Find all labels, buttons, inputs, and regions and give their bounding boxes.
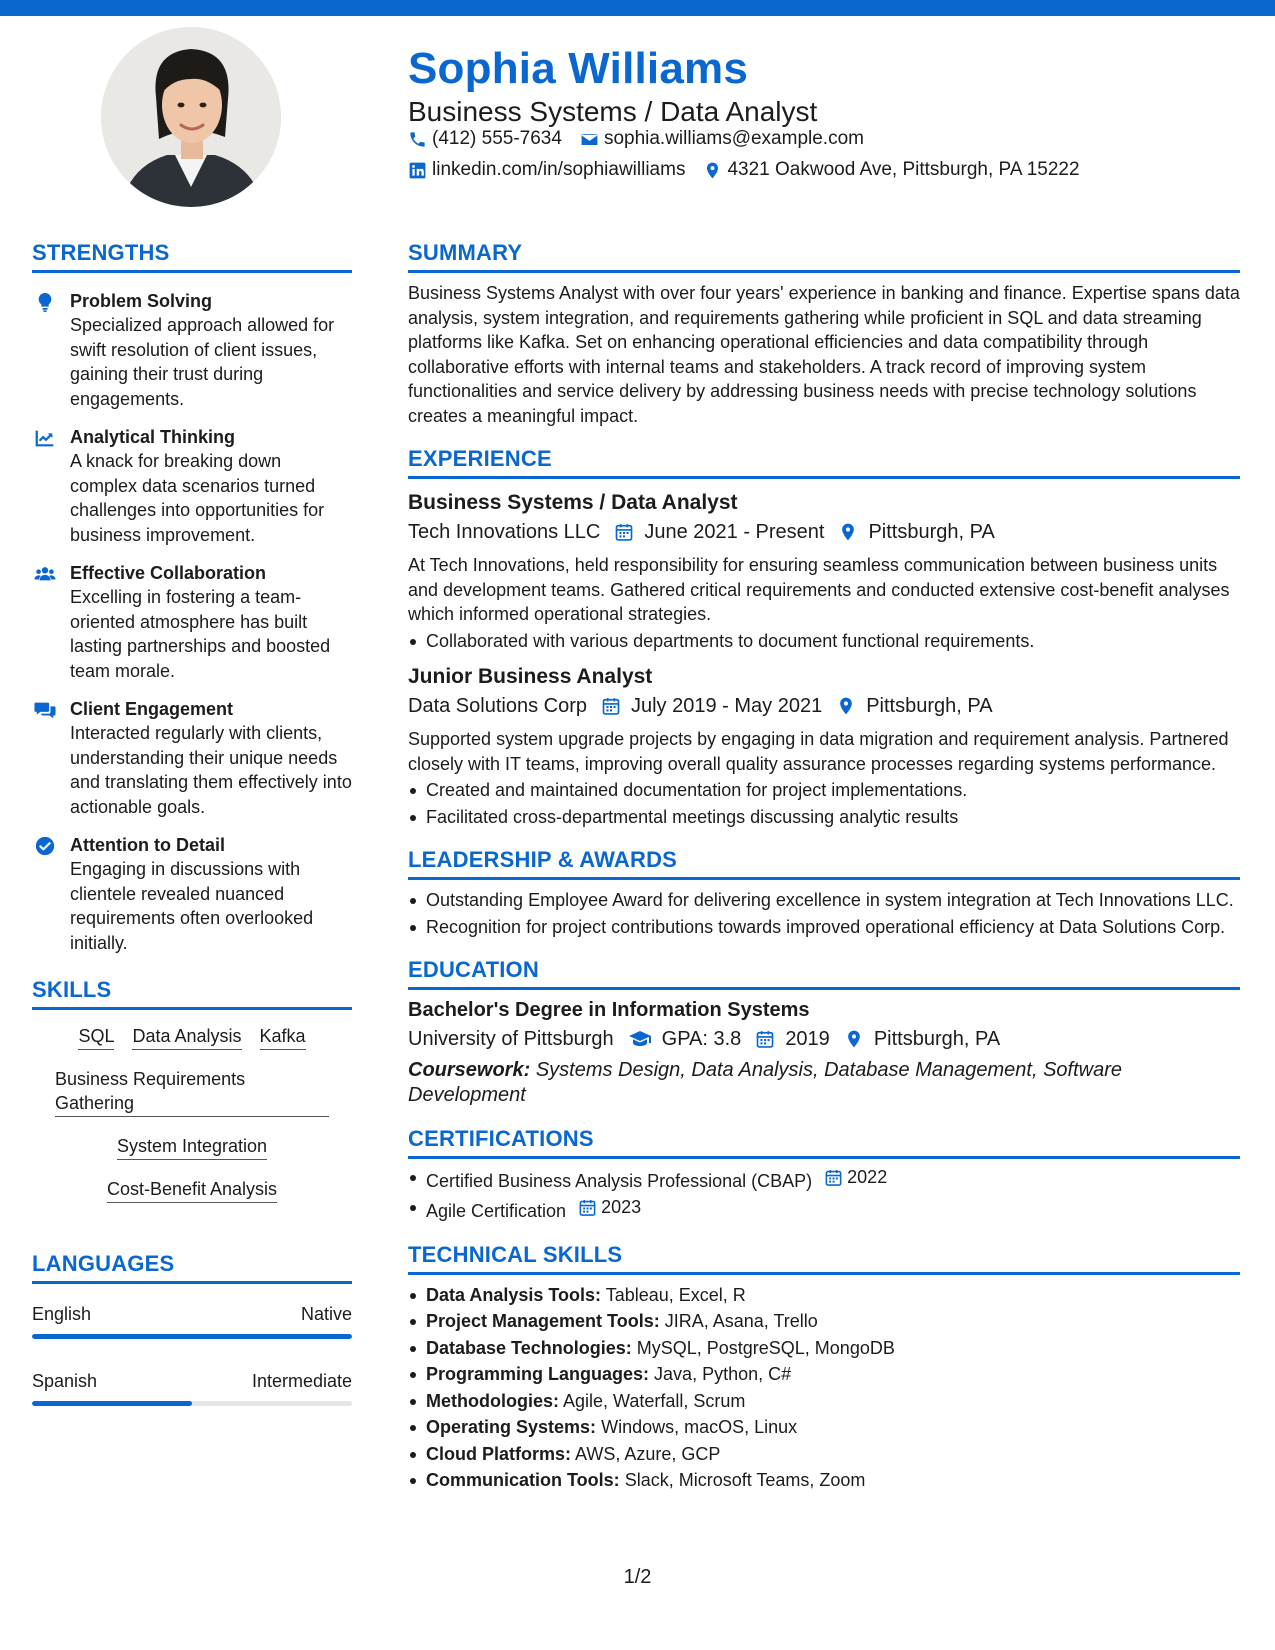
technical-skills-list xyxy=(408,1283,1240,1493)
graduation-cap-icon xyxy=(628,1027,652,1051)
list-item: Created and maintained documentation for project implementations. xyxy=(408,778,1240,803)
job-dates: July 2019 - May 2021 xyxy=(630,695,823,717)
map-pin-icon xyxy=(838,522,858,542)
calendar-icon xyxy=(614,522,634,542)
calendar-icon xyxy=(824,1168,843,1187)
email-text: sophia.williams@example.com xyxy=(603,128,864,149)
tech-skill-value: Java, Python, C# xyxy=(654,1364,792,1384)
strength-desc: Excelling in fostering a team-oriented atmosphere has built lasting partnerships and boosted team morale. xyxy=(70,587,331,681)
tech-skill-value: Tableau, Excel, R xyxy=(605,1284,746,1305)
job-meta xyxy=(408,691,1240,721)
profile-photo xyxy=(101,27,281,207)
list-item: Recognition for project contributions towards improved operational efficiency at Data Solutions Corp. xyxy=(408,915,1240,940)
map-pin-icon xyxy=(844,1029,864,1049)
skill-tag: System Integration xyxy=(117,1134,267,1160)
job-description: Supported system upgrade projects by engaging in data migration and requirement analysis. Partnered closely with IT teams, improving overall quality assurance processes regarding systems performance. xyxy=(408,729,1229,774)
language-name: English xyxy=(32,1304,92,1324)
address-text: 4321 Oakwood Ave, Pittsburgh, PA 15222 xyxy=(727,159,1080,180)
experience-heading: EXPERIENCE xyxy=(408,446,1240,479)
strength-desc: Interacted regularly with clients, understanding their unique needs and translating them effectively into actionable goals. xyxy=(70,723,352,817)
list-item xyxy=(408,1195,1240,1223)
strength-title: Client Engagement xyxy=(70,699,234,719)
technical-skills-heading: TECHNICAL SKILLS xyxy=(408,1242,1240,1275)
coursework xyxy=(408,1058,1240,1108)
languages-heading: LANGUAGES xyxy=(32,1251,352,1284)
lightbulb-icon xyxy=(34,291,56,313)
tech-skill-label: Operating Systems: xyxy=(426,1417,597,1437)
tech-skill-label: Database Technologies: xyxy=(426,1337,632,1358)
linkedin-text: linkedin.com/in/sophiawilliams xyxy=(432,159,686,180)
right-column xyxy=(408,240,1240,1493)
language-item xyxy=(32,1302,352,1339)
map-pin-icon xyxy=(703,161,722,180)
contact-email[interactable] xyxy=(580,128,864,150)
coursework-text: Systems Design, Data Analysis, Database Management, Software Development xyxy=(408,1059,1123,1106)
summary-text: Business Systems Analyst with over four years' experience in banking and finance. Expertise spans data analysis, system integration, and requirements gathering while proficient in SQL and data streaming platforms like Kafka. Set on enhancing operational efficiencies and data compatibility through collaborative efforts with internal teams and stakeholders. A track record of improving system functionalities and service delivery by addressing business needs with precise technology solutions creates a meaningful impact. xyxy=(408,283,1240,426)
tech-skill-label: Cloud Platforms: xyxy=(426,1443,572,1464)
comments-icon xyxy=(34,699,56,721)
list-item xyxy=(408,1442,1240,1467)
skills-list xyxy=(32,1024,352,1203)
strength-title: Effective Collaboration xyxy=(70,563,267,583)
graduation-year: 2019 xyxy=(785,1028,830,1050)
job-title: Business Systems / Data Analyst xyxy=(408,491,738,514)
calendar-icon xyxy=(601,696,621,716)
contact-row-2 xyxy=(408,159,1098,181)
list-item xyxy=(408,1362,1240,1387)
strength-item xyxy=(32,561,352,683)
job-bullets xyxy=(408,778,1240,829)
list-item: Collaborated with various departments to document functional requirements. xyxy=(408,629,1240,654)
coursework-label: Coursework: xyxy=(408,1059,531,1081)
list-item xyxy=(408,1309,1240,1334)
job-dates: June 2021 - Present xyxy=(644,521,825,543)
school-location: Pittsburgh, PA xyxy=(873,1028,1001,1050)
strength-title: Analytical Thinking xyxy=(70,427,236,447)
job-title: Junior Business Analyst xyxy=(408,665,653,688)
calendar-icon xyxy=(755,1029,775,1049)
candidate-headline: Business Systems / Data Analyst xyxy=(408,96,818,127)
tech-skill-value: JIRA, Asana, Trello xyxy=(664,1311,818,1331)
certification-name: Agile Certification xyxy=(426,1201,567,1221)
strength-desc: Engaging in discussions with clientele revealed nuanced requirements often overlooked initially. xyxy=(70,859,314,953)
contact-phone[interactable] xyxy=(408,128,562,150)
contact-address xyxy=(703,159,1079,181)
tech-skill-value: Slack, Microsoft Teams, Zoom xyxy=(624,1470,866,1490)
gpa-text: GPA: 3.8 xyxy=(661,1028,742,1050)
language-bar-fill xyxy=(32,1401,192,1406)
left-column xyxy=(32,240,352,1406)
language-name: Spanish xyxy=(32,1371,98,1391)
list-item xyxy=(408,1468,1240,1493)
awards-heading: LEADERSHIP & AWARDS xyxy=(408,847,1240,880)
job-bullets xyxy=(408,629,1240,654)
tech-skill-label: Project Management Tools: xyxy=(426,1311,660,1331)
skill-tag: Cost-Benefit Analysis xyxy=(107,1177,277,1203)
certifications-list xyxy=(408,1165,1240,1224)
check-circle-icon xyxy=(34,835,56,857)
strength-title: Attention to Detail xyxy=(70,835,225,855)
tech-skill-value: MySQL, PostgreSQL, MongoDB xyxy=(636,1337,895,1358)
certification-name: Certified Business Analysis Professional (CBAP) xyxy=(426,1170,813,1191)
strengths-list xyxy=(32,289,352,955)
job-meta xyxy=(408,517,1240,547)
phone-icon xyxy=(408,130,427,149)
skill-tag: Data Analysis xyxy=(132,1024,241,1050)
certification-year: 2022 xyxy=(847,1167,888,1187)
strengths-heading: STRENGTHS xyxy=(32,240,352,273)
list-item xyxy=(408,1165,1240,1193)
strength-item xyxy=(32,697,352,819)
degree-title: Bachelor's Degree in Information Systems xyxy=(408,999,810,1021)
certification-year: 2023 xyxy=(601,1197,642,1218)
job-location: Pittsburgh, PA xyxy=(868,521,995,543)
tech-skill-value: Windows, macOS, Linux xyxy=(601,1417,798,1437)
envelope-icon xyxy=(580,130,599,149)
language-bar-fill xyxy=(32,1334,352,1339)
page-number: 1/2 xyxy=(623,1566,652,1588)
awards-list xyxy=(408,888,1240,939)
language-bar xyxy=(32,1401,352,1406)
top-accent-bar xyxy=(0,0,1275,16)
list-item xyxy=(408,1415,1240,1440)
list-item xyxy=(408,1283,1240,1308)
job-company: Tech Innovations LLC xyxy=(408,521,601,543)
language-level: Native xyxy=(300,1304,352,1324)
language-item xyxy=(32,1369,352,1406)
list-item: Outstanding Employee Award for delivering excellence in system integration at Tech Innovations LLC. xyxy=(408,888,1240,913)
strength-item xyxy=(32,425,352,547)
certifications-heading: CERTIFICATIONS xyxy=(408,1126,1240,1159)
phone-text: (412) 555-7634 xyxy=(432,128,562,149)
job-entry xyxy=(408,489,1240,653)
tech-skill-value: Agile, Waterfall, Scrum xyxy=(563,1390,746,1411)
calendar-icon xyxy=(578,1198,597,1217)
contact-linkedin[interactable] xyxy=(408,159,685,181)
strength-item xyxy=(32,833,352,955)
summary-heading: SUMMARY xyxy=(408,240,1240,273)
list-item: Facilitated cross-departmental meetings discussing analytic results xyxy=(408,805,1240,830)
linkedin-icon xyxy=(408,161,427,180)
education-heading: EDUCATION xyxy=(408,957,1240,990)
strength-title: Problem Solving xyxy=(70,291,213,311)
tech-skill-label: Data Analysis Tools: xyxy=(426,1284,602,1305)
strength-desc: A knack for breaking down complex data scenarios turned challenges into opportunities for business improvement. xyxy=(70,451,325,545)
tech-skill-label: Programming Languages: xyxy=(426,1364,650,1384)
map-pin-icon xyxy=(836,696,856,716)
tech-skill-label: Communication Tools: xyxy=(426,1470,620,1490)
candidate-name: Sophia Williams xyxy=(408,44,749,93)
school-name: University of Pittsburgh xyxy=(408,1028,614,1050)
job-description: At Tech Innovations, held responsibility for ensuring seamless communication between business units and development teams. Gathered critical requirements and conducted extensive cost-benefit analyses which informed operational strategies. xyxy=(408,555,1230,624)
list-item xyxy=(408,1389,1240,1414)
skill-tag: Business Requirements Gathering xyxy=(55,1067,329,1117)
skills-heading: SKILLS xyxy=(32,977,352,1010)
strength-item xyxy=(32,289,352,411)
users-icon xyxy=(34,563,56,585)
job-location: Pittsburgh, PA xyxy=(866,695,993,717)
language-bar xyxy=(32,1334,352,1339)
job-company: Data Solutions Corp xyxy=(408,695,587,717)
tech-skill-label: Methodologies: xyxy=(426,1390,559,1411)
tech-skill-value: AWS, Azure, GCP xyxy=(575,1443,721,1464)
language-level: Intermediate xyxy=(251,1371,352,1391)
job-entry xyxy=(408,663,1240,829)
skill-tag: Kafka xyxy=(260,1024,306,1050)
skill-tag: SQL xyxy=(78,1024,114,1050)
contact-row-1 xyxy=(408,128,882,150)
strength-desc: Specialized approach allowed for swift resolution of client issues, gaining their trust during engagements. xyxy=(70,315,335,409)
list-item xyxy=(408,1336,1240,1361)
chart-line-icon xyxy=(34,427,56,449)
education-meta xyxy=(408,1024,1240,1054)
profile-photo-illustration xyxy=(101,27,281,207)
